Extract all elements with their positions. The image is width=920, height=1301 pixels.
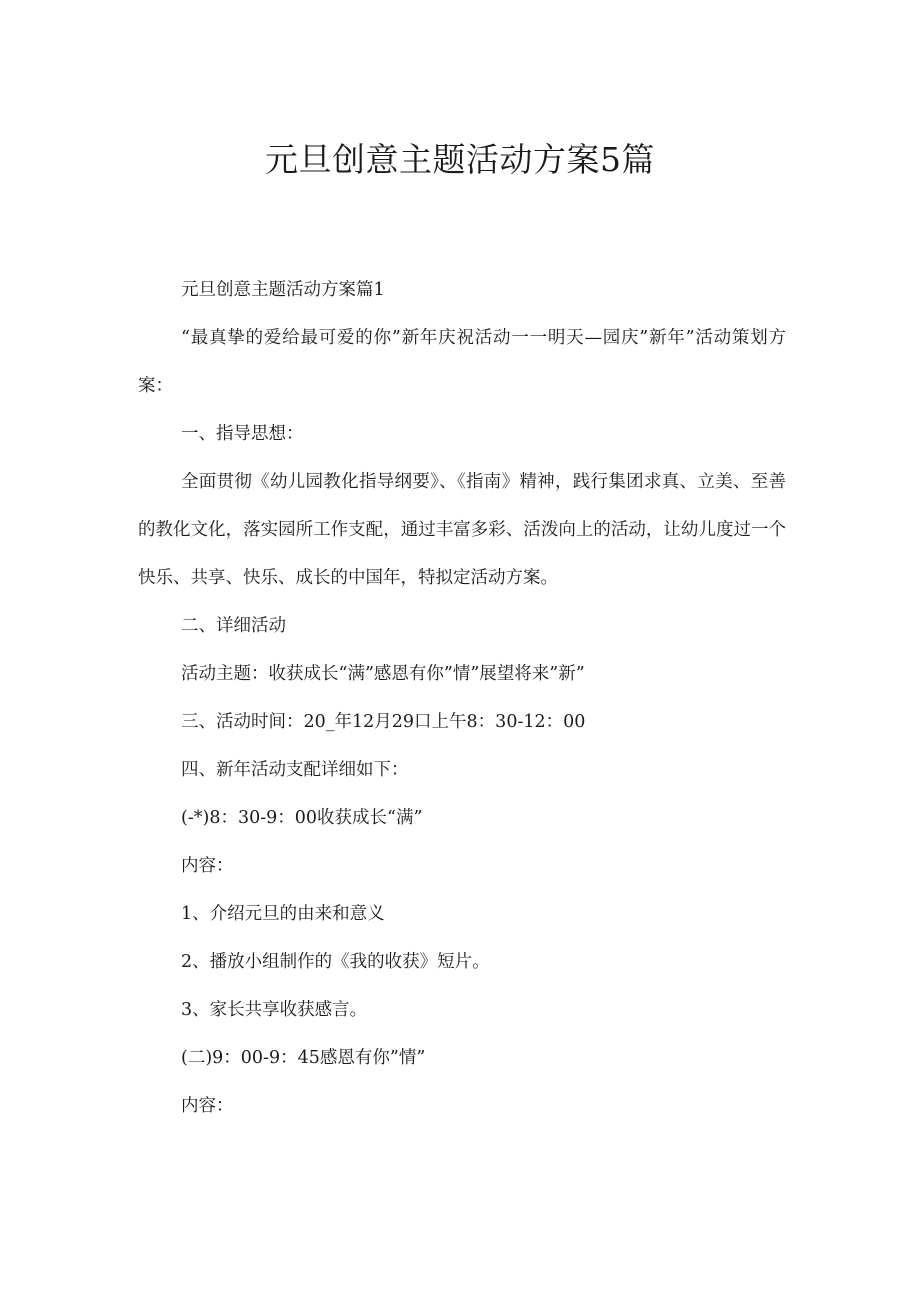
schedule-item-2: (二)9：00-9：45感恩有你”情” <box>181 1048 426 1068</box>
paragraph-guiding-thought: 全面贯彻《幼儿园教化指导纲要》、《指南》精神，践行集团求真、立美、至善的教化文化，落实园所工作支配，通过丰富多彩、活泼向上的活动，让幼儿度过一个快乐、共享、快乐、成长的中国年，特拟定活动方案。 <box>138 472 786 588</box>
paragraph-activity-theme: 活动主题：收获成长“满”感恩有你”情”展望将来”新” <box>181 664 585 684</box>
schedule-item-1: (-*)8：30-9：00收获成长“满” <box>181 808 423 828</box>
list-item: 1、介绍元旦的由来和意义 <box>181 904 385 924</box>
heading-guiding-thought: 一、指导思想： <box>181 424 304 444</box>
list-item: 2、播放小组制作的《我的收获》短片。 <box>181 952 490 972</box>
content-label: 内容： <box>181 1096 234 1116</box>
paragraph-intro: “最真挚的爱给最可爱的你”新年庆祝活动一一明天—园庆”新年”活动策划方案： <box>138 328 786 396</box>
document-body <box>138 266 786 1130</box>
content-label: 内容： <box>181 856 234 876</box>
heading-detailed-activity: 二、详细活动 <box>181 616 286 636</box>
section-heading: 元旦创意主题活动方案篇1 <box>181 280 385 300</box>
paragraph-activity-time: 三、活动时间：20_年12月29口上午8：30-12：00 <box>181 712 586 732</box>
document-title: 元旦创意主题活动方案5篇 <box>265 140 655 179</box>
heading-schedule: 四、新年活动支配详细如下： <box>181 760 409 780</box>
list-item: 3、家长共享收获感言。 <box>181 1000 368 1020</box>
